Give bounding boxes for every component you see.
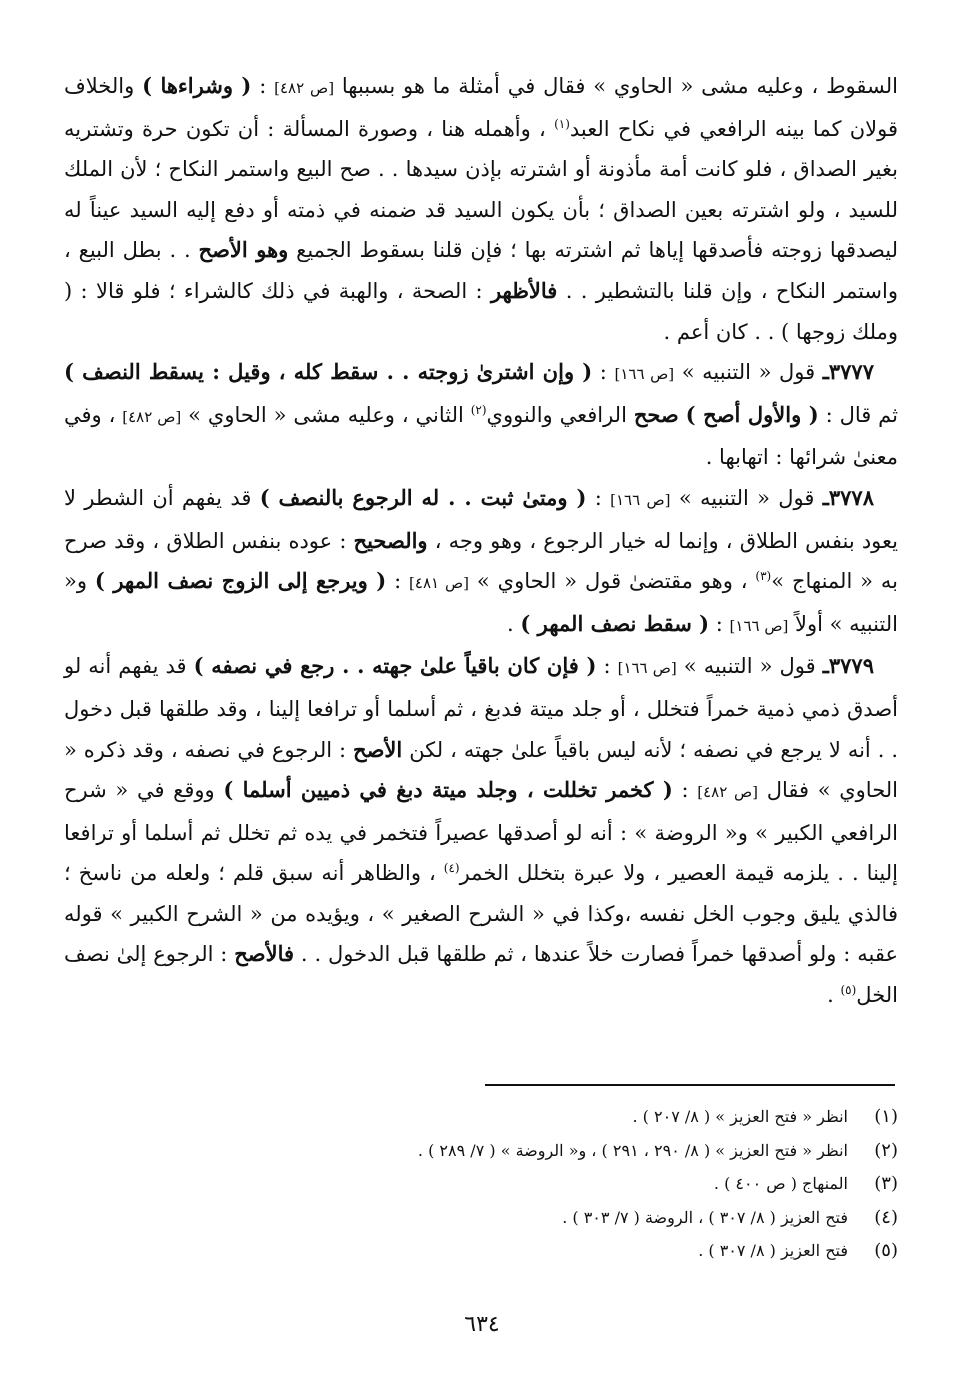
text-run: قد يفهم أنه لو أصدق ذمي ذمية خمراً فتخلل ، أو جلد ميتة فدبغ ، ثم أسلما أو ترافعا إلينا ، وقد طلقها قبل دخول . . أنه لا يرجع في نصفه ؛ لأنه ليس باقياً علىٰ جهته ، لكن — [64, 654, 899, 762]
page-reference: [ص ١٦٦] — [617, 659, 677, 678]
footnote-marker: (٢) — [470, 402, 487, 417]
footnote-number: (٣) — [874, 1173, 898, 1194]
bold-text: فالأظهر — [490, 277, 558, 303]
footnote-divider — [485, 1084, 895, 1086]
text-run: قول « التنبيه » — [676, 654, 823, 679]
footnotes — [64, 1100, 898, 1268]
footnote-number: (٤) — [874, 1206, 898, 1228]
paragraph-3778 — [64, 478, 898, 646]
text-run: . . بطل البيع ، واستمر النكاح ، وإن قلنا بالتشطير . . — [64, 238, 898, 303]
page-reference: [ص ١٦٦] — [729, 616, 789, 635]
paragraph-3777 — [64, 352, 898, 478]
bold-text: ( فإن كان باقياً علىٰ جهته . . رجع في نصفه ) — [193, 653, 597, 679]
footnote-text: المنهاج ( ص ٤٠٠ ) . — [713, 1174, 848, 1193]
text-run: : — [596, 654, 618, 679]
text-run: ووقع في « شرح الرافعي الكبير » و« الروضة » : أنه لو أصدقها عصيراً فتخمر في يده ثم تخلل ثم أسلما أو ترافعا إلينا . . يلزمه قيمة العصير ، ولا عبرة بتخلل الخمر — [64, 778, 898, 886]
text-run: : الصحة ، والهبة في ذلك كالشراء ؛ فلو قالا : ( وملك زوجها ) . . كان أعم . — [64, 278, 898, 344]
bold-text: ٣٧٧٩ـ — [822, 653, 874, 679]
bold-text: ٣٧٧٨ـ — [822, 484, 874, 510]
text-run: ثم قال : — [818, 402, 898, 427]
bold-text: ( ومتىٰ ثبت . . له الرجوع بالنصف ) — [259, 484, 587, 510]
page-reference: [ص ٤٨٢] — [122, 407, 182, 426]
bold-text: ( ويرجع إلى الزوج نصف المهر ) — [94, 568, 387, 594]
page-number: ٦٣٤ — [464, 1312, 500, 1337]
footnote-marker: (٣) — [755, 569, 772, 584]
text-run: : — [709, 611, 730, 636]
footnote-text: فتح العزيز ( ٨/ ٣٠٧ ) ، الروضة ( ٧/ ٣٠٣ ) . — [562, 1207, 848, 1227]
text-run: . — [827, 983, 841, 1008]
text-run: قد يفهم أن الشطر لا يعود بنفس الطلاق ، وإنما له خيار الرجوع ، وهو وجه ، — [64, 485, 898, 553]
footnote-number: (٥) — [874, 1240, 898, 1261]
text-run: قول « التنبيه » — [674, 360, 823, 385]
text-run: : — [386, 569, 410, 594]
text-run — [679, 403, 686, 427]
footnote-item — [64, 1134, 898, 1168]
bold-text: صحح — [633, 401, 679, 427]
page-reference: [ص ٤٨٢] — [274, 79, 335, 97]
bold-text: والصحيح — [353, 527, 428, 553]
text-run: . — [507, 611, 521, 636]
bold-text: ٣٧٧٧ـ — [822, 359, 874, 385]
text-run: : — [251, 74, 275, 98]
text-run: : — [586, 485, 611, 510]
text-run: ، والظاهر أنه سبق قلم ؛ ولعله من ناسخ ؛ فالذي يليق وجوب الخل نفسه ،وكذا في « الشرح الصغير » ، ويؤيده من « الشرح الكبير » قوله عقبه : ولو أصدقها خمراً فصارت خلاً عندها ، ثم طلقها قبل الدخول . . — [64, 861, 898, 967]
footnote-marker: (٤) — [443, 861, 460, 876]
paragraph-3779 — [64, 646, 898, 1015]
bold-text: وهو الأصح — [198, 237, 289, 263]
text-run: والخلاف قولان كما بينه الرافعي في نكاح العبد — [64, 74, 899, 141]
text-run: : الرجوع إلىٰ نصف الخل — [64, 942, 898, 1008]
text-run: ، وهو مقتضىٰ قول « الحاوي » — [469, 569, 756, 594]
footnote-item — [64, 1234, 898, 1268]
text-run: السقوط ، وعليه مشى « الحاوي » فقال في أمثلة ما هو بسببها — [334, 74, 898, 98]
text-run: ، وأهمله هنا ، وصورة المسألة : أن تكون حرة وتشتريه بغير الصداق ، فلو كانت أمة مأذونة أو اشترته بإذن سيدها . . صح البيع واستمر النكاح ؛ لأن الملك للسيد ، ولو اشترته بعين الصداق ؛ بأن يكون السيد قد ضمنه في ذمته أو دفع إليه السيد عيناً له ليصدقها زوجته فأصدقها إياها ثم اشترته بها ؛ فإن قلنا بسقوط الجميع — [64, 116, 898, 263]
footnote-number: (٢) — [874, 1139, 898, 1161]
page-reference: [ص ١٦٦] — [610, 490, 671, 509]
bold-text: ( والأول أصح ) — [685, 401, 819, 427]
footnote-marker: (١) — [554, 116, 570, 131]
main-text — [64, 66, 898, 1016]
page-reference: [ص ١٦٦] — [614, 365, 675, 384]
footnote-item — [64, 1201, 898, 1235]
bold-text: فالأصح — [234, 941, 295, 967]
text-run: : — [592, 360, 615, 385]
text-run: قول « التنبيه » — [670, 485, 823, 510]
text-run: الثاني ، وعليه مشى « الحاوي » — [181, 402, 471, 427]
footnote-text: انظر « فتح العزيز » ( ٨/ ٢٠٧ ) . — [632, 1107, 848, 1126]
footnote-item — [64, 1167, 898, 1201]
page-reference: [ص ٤٨٢] — [697, 783, 759, 802]
footnote-number: (١) — [874, 1106, 898, 1127]
footnote-item — [64, 1100, 898, 1134]
text-run: : — [672, 778, 698, 803]
text-run: و« التنبيه » أولاً — [64, 569, 898, 636]
footnote-marker: (٥) — [840, 983, 857, 998]
bold-text: ( سقط نصف المهر ) — [520, 610, 710, 636]
bold-text: الأصح — [353, 736, 403, 762]
paragraph-continuation — [64, 66, 898, 352]
footnote-text: انظر « فتح العزيز » ( ٨/ ٢٩٠ ، ٢٩١ ) ، و« الروضة » ( ٧/ ٢٨٩ ) . — [417, 1140, 848, 1160]
footnote-text: فتح العزيز ( ٨/ ٣٠٧ ) . — [698, 1241, 848, 1260]
page-reference: [ص ٤٨١] — [409, 574, 470, 593]
text-run: الرافعي والنووي — [486, 402, 634, 427]
bold-text: ( وإن اشترىٰ زوجته . . سقط كله ، وقيل : يسقط النصف ) — [64, 359, 593, 385]
text-run: : عوده بنفس الطلاق ، وقد صرح به « المنهاج » — [64, 528, 898, 594]
text-run: : الرجوع في نصفه ، وقد ذكره « الحاوي » فقال — [64, 737, 898, 803]
bold-text: ( وشراءها ) — [142, 73, 252, 98]
bold-text: ( كخمر تخللت ، وجلد ميتة دبغ في ذميين أسلما ) — [223, 777, 673, 803]
text-run: ، وفي معنىٰ شرائها : اتهابها . — [64, 402, 898, 470]
